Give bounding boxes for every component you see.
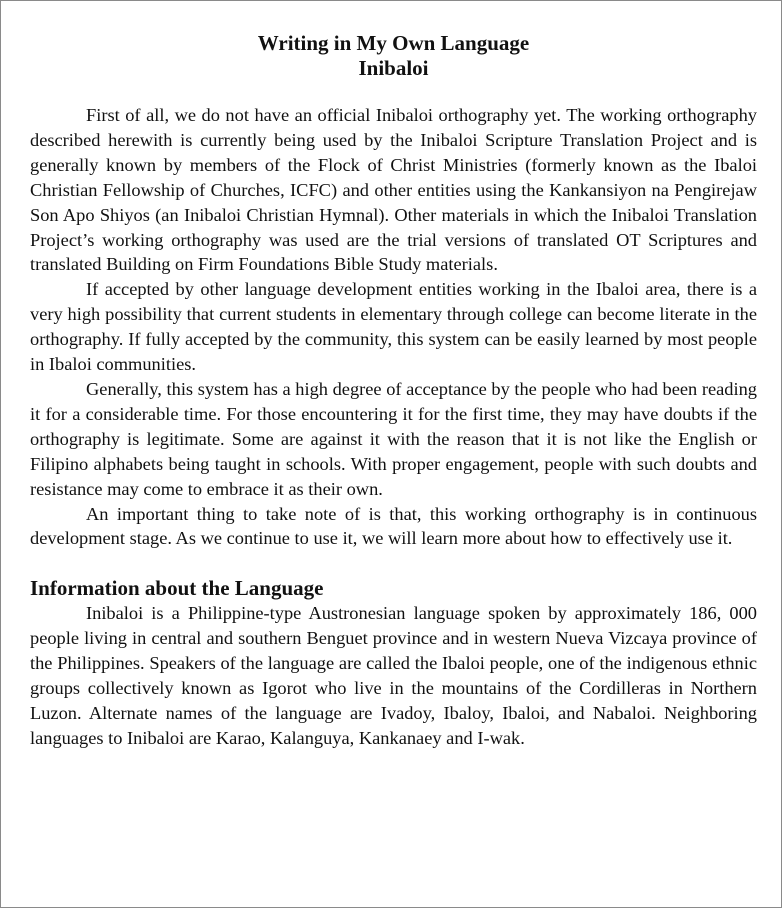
paragraph-continuous-development: An important thing to take note of is that, this working orthography is in continuous development stage. As we continue to use it, we will learn more about how to effectively use it. — [30, 503, 757, 549]
document-subtitle: Inibaloi — [358, 56, 429, 80]
section-heading-language-info: Information about the Language — [30, 576, 324, 601]
document-title: Writing in My Own Language — [257, 31, 530, 55]
paragraph-official-orthography: First of all, we do not have an official Inibaloi orthography yet. The working orthography described herewith is currently being used by the Inibaloi Scripture Translation Project and is generally known by members of the Flock of Christ Ministries (formerly known as the Ibaloi Christian Fellowship of Churches, ICFC) and other entities using the Kankansiyon na Pengirejaw Son Apo Shiyos (an Inibaloi Christian Hymnal). Other materials in which the Inibaloi Translation Project’s working orthography was used are the trial versions of translated OT Scriptures and translated Building on Firm Foundations Bible Study materials. — [30, 105, 757, 275]
paragraph-degree-of-acceptance: Generally, this system has a high degree of acceptance by the people who had been reading it for a considerable time. For those encountering it for the first time, they may have doubts if the orthography is legitimate. Some are against it with the reason that it is not like the English or Filipino alphabets being taught in schools. With proper engagement, people with such doubts and resistance may come to embrace it as their own. — [30, 378, 757, 499]
paragraph-language-info: Inibaloi is a Philippine-type Austronesian language spoken by approximately 186, 000 people living in central and southern Benguet province and in western Nueva Vizcaya province of the Philippines. Speakers of the language are called the Ibaloi people, one of the indigenous ethnic groups collectively known as Igorot who live in the mountains of the Cordilleras in Northern Luzon. Alternate names of the language are Ivadoy, Ibaloy, Ibaloi, and Nabaloi. Neighboring languages to Inibaloi are Karao, Kalanguya, Kankanaey and I-wak. — [30, 603, 757, 748]
paragraph-acceptance-possibility: If accepted by other language development entities working in the Ibaloi area, there is a very high possibility that current students in elementary through college can become literate in the orthography. If fully accepted by the community, this system can be easily learned by most people in Ibaloi communities. — [30, 279, 757, 375]
document-content — [30, 31, 757, 751]
title-block — [30, 31, 757, 81]
